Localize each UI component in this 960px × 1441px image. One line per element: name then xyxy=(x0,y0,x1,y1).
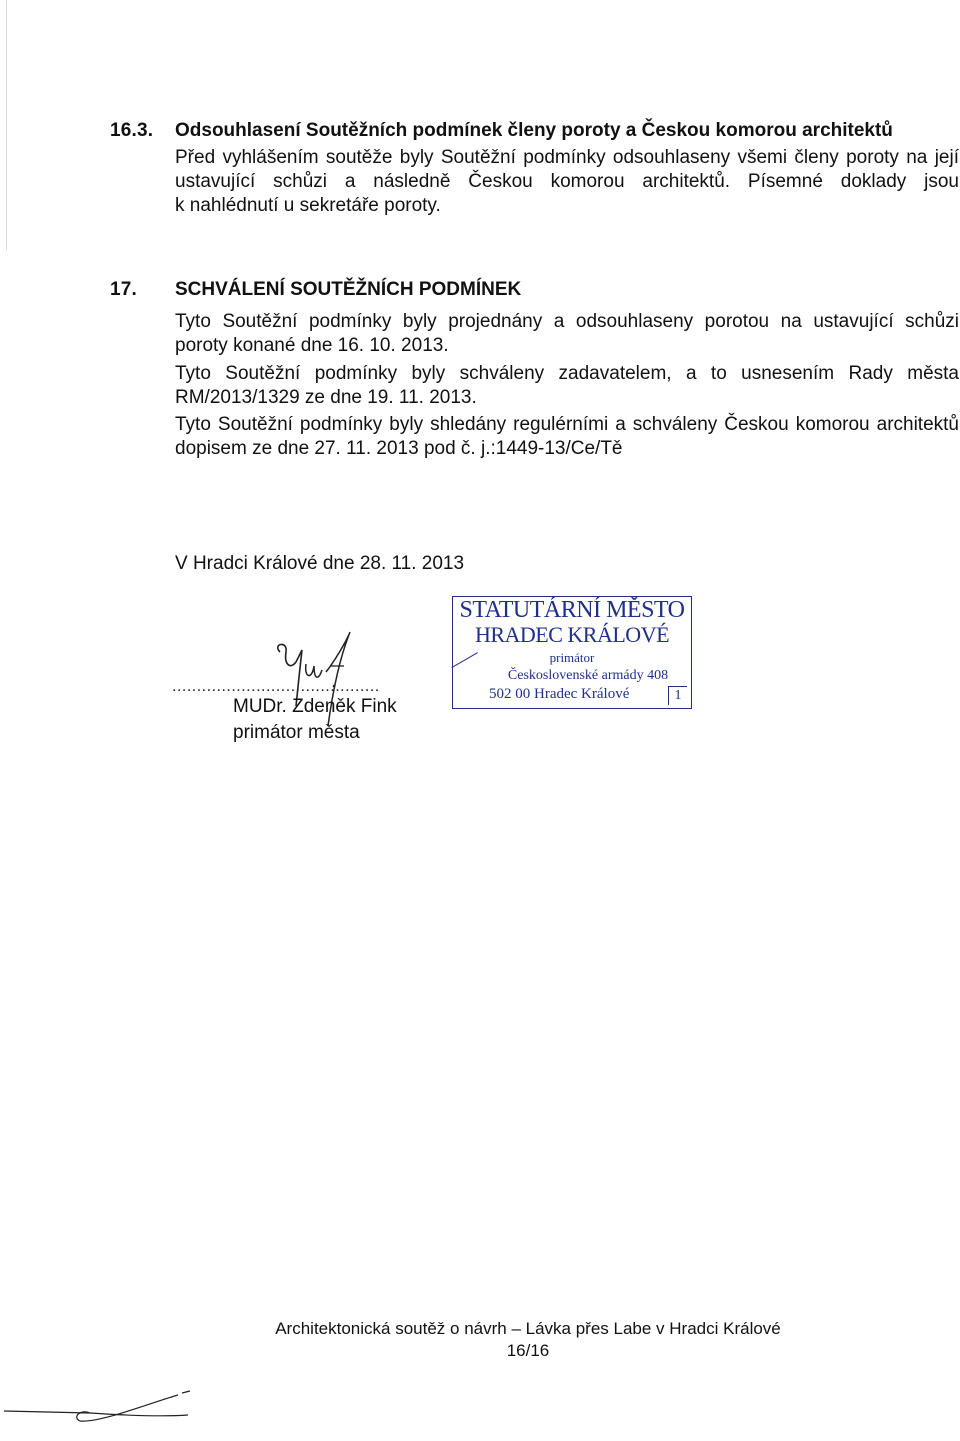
place-and-date: V Hradci Králové dne 28. 11. 2013 xyxy=(175,553,465,574)
stamp-line-1: STATUTÁRNÍ MĚSTO xyxy=(459,597,685,623)
section-16-3-body xyxy=(175,146,959,218)
stamp-line-4: Československé armády 408 xyxy=(507,668,669,683)
section-17-number: 17. xyxy=(110,279,138,300)
section-16-3-line: k nahlédnutí u sekretáře poroty. xyxy=(175,195,441,216)
section-16-3-line: Před vyhlášením soutěže byly Soutěžní podmínky odsouhlaseny všemi členy poroty na její xyxy=(175,147,959,168)
signatory-name: MUDr. Zdeněk Fink xyxy=(233,696,397,717)
section-17-paragraph-1 xyxy=(175,310,959,358)
stamp-line-3: primátor xyxy=(549,650,595,665)
initials-mark xyxy=(0,1385,200,1435)
section-17-paragraph-2 xyxy=(175,362,959,410)
footer-title: Architektonická soutěž o návrh – Lávka přes Labe v Hradci Králové xyxy=(275,1319,781,1338)
paragraph-line: Tyto Soutěžní podmínky byly schváleny zadavatelem, a to usnesením Rady města xyxy=(175,363,959,384)
section-17-heading: SCHVÁLENÍ SOUTĚŽNÍCH PODMÍNEK xyxy=(175,279,522,300)
paragraph-line: Tyto Soutěžní podmínky byly projednány a odsouhlaseny porotou na ustavující schůzi xyxy=(175,311,959,332)
section-17-paragraph-3 xyxy=(175,413,959,461)
official-stamp xyxy=(452,596,692,709)
section-16-3-line: ustavující schůzi a následně Českou komorou architektů. Písemné doklady jsou xyxy=(175,171,959,192)
paragraph-line: poroty konané dne 16. 10. 2013. xyxy=(175,335,449,356)
section-16-3-heading: Odsouhlasení Soutěžních podmínek členy poroty a Českou komorou architektů xyxy=(175,120,893,141)
stamp-line-5: 502 00 Hradec Králové xyxy=(489,686,630,702)
paragraph-line: dopisem ze dne 27. 11. 2013 pod č. j.:1449-13/Ce/Tě xyxy=(175,438,623,459)
paragraph-line: Tyto Soutěžní podmínky byly shledány regulérními a schváleny Českou komorou architektů xyxy=(175,414,959,435)
section-16-3-number: 16.3. xyxy=(110,120,154,141)
page-number: 16/16 xyxy=(506,1341,550,1360)
paragraph-line: RM/2013/1329 ze dne 19. 11. 2013. xyxy=(175,387,477,408)
stamp-number: 1 xyxy=(668,686,687,705)
stamp-line-2: HRADEC KRÁLOVÉ xyxy=(474,622,670,647)
scan-edge-line xyxy=(6,0,7,250)
signature-line: .......................................... xyxy=(172,678,380,695)
signatory-role: primátor města xyxy=(233,722,360,743)
